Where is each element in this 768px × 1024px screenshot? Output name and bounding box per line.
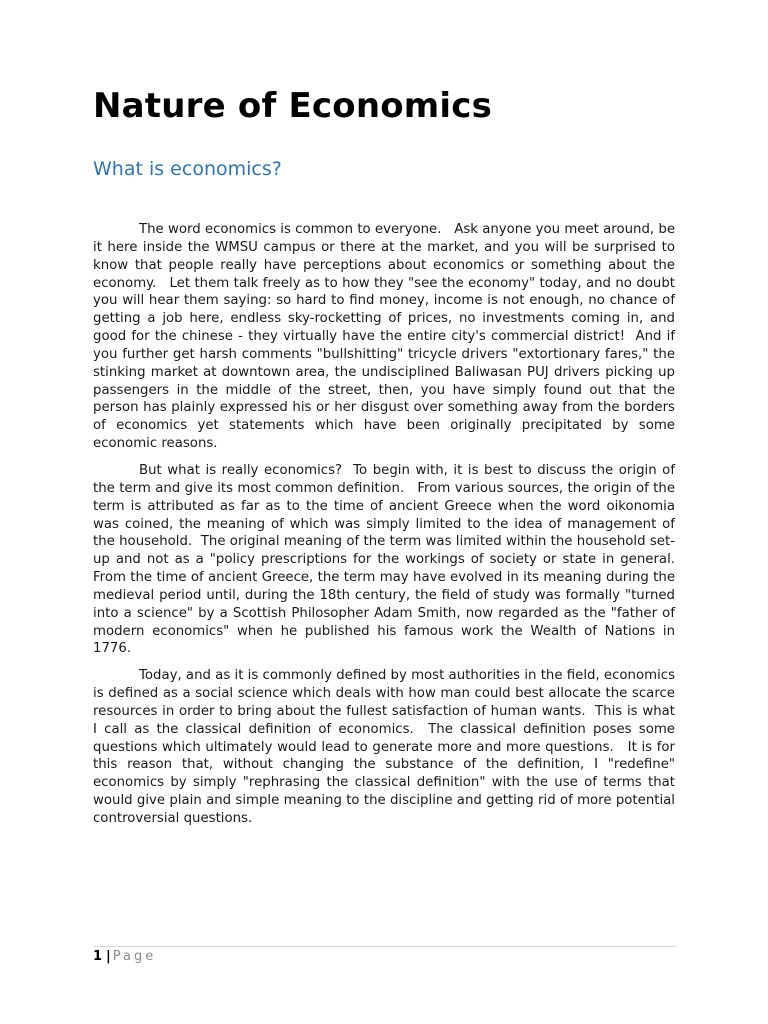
page-number: 1 [93, 949, 103, 964]
section-heading: What is economics? [93, 158, 282, 180]
paragraph-2: But what is really economics? To begin with, it is best to discuss the origin of the term and give its most common definition. From various sources, the origin of the term is attributed as far as to the time of ancient Greece when the word oikonomia was coined, the meaning of which was simply limited to the idea of management of the household. The original meaning of the term was limited within the household set-up and not as a "policy prescriptions for the workings of society or state in general. From the time of ancient Greece, the term may have evolved in its meaning during the medieval period until, during the 18th century, the field of study was formally "turned into a science" by a Scottish Philosopher Adam Smith, now regarded as the "father of modern economics" when he published his famous work the Wealth of Nations in 1776. [93, 462, 684, 657]
paragraph-1: The word economics is common to everyone. Ask anyone you meet around, be it here inside the WMSU campus or there at the market, and you will be surprised to know that people really have perceptions about economics or something about the economy. Let them talk freely as to how they "see the economy" today, and no doubt you will hear them saying: so hard to find money, income is not enough, no chance of getting a job here, endless sky-rocketting of prices, no investments coming in, and good for the chinese - they virtually have the entire city's commercial district! And if you further get harsh comments "bullshitting" tricycle drivers "extortionary fares," the stinking market at downtown area, the undisciplined Baliwasan PUJ drivers picking up passengers in the middle of the street, then, you have simply found out that the person has plainly expressed his or her disgust over something away from the borders of economics yet statements which have been originally precipitated by some economic reasons. [93, 222, 680, 452]
footer-separator: | [106, 949, 111, 964]
page-footer [93, 948, 156, 966]
footer-divider [93, 946, 676, 947]
paragraph-3: Today, and as it is commonly defined by most authorities in the field, economics is defined as a social science which deals with how man could best allocate the scarce resources in order to bring about the fullest satisfaction of human wants. This is what I call as the classical definition of economics. The classical definition poses some questions which ultimately would lead to generate more and more questions. It is for this reason that, without changing the substance of the definition, I "redefine" economics by simply "rephrasing the classical definition" with the use of terms that would give plain and simple meaning to the discipline and getting rid of more potential controversial questions. [93, 668, 680, 826]
page-title: Nature of Economics [93, 86, 493, 126]
page-label: Page [112, 949, 157, 964]
body-text [93, 221, 684, 837]
